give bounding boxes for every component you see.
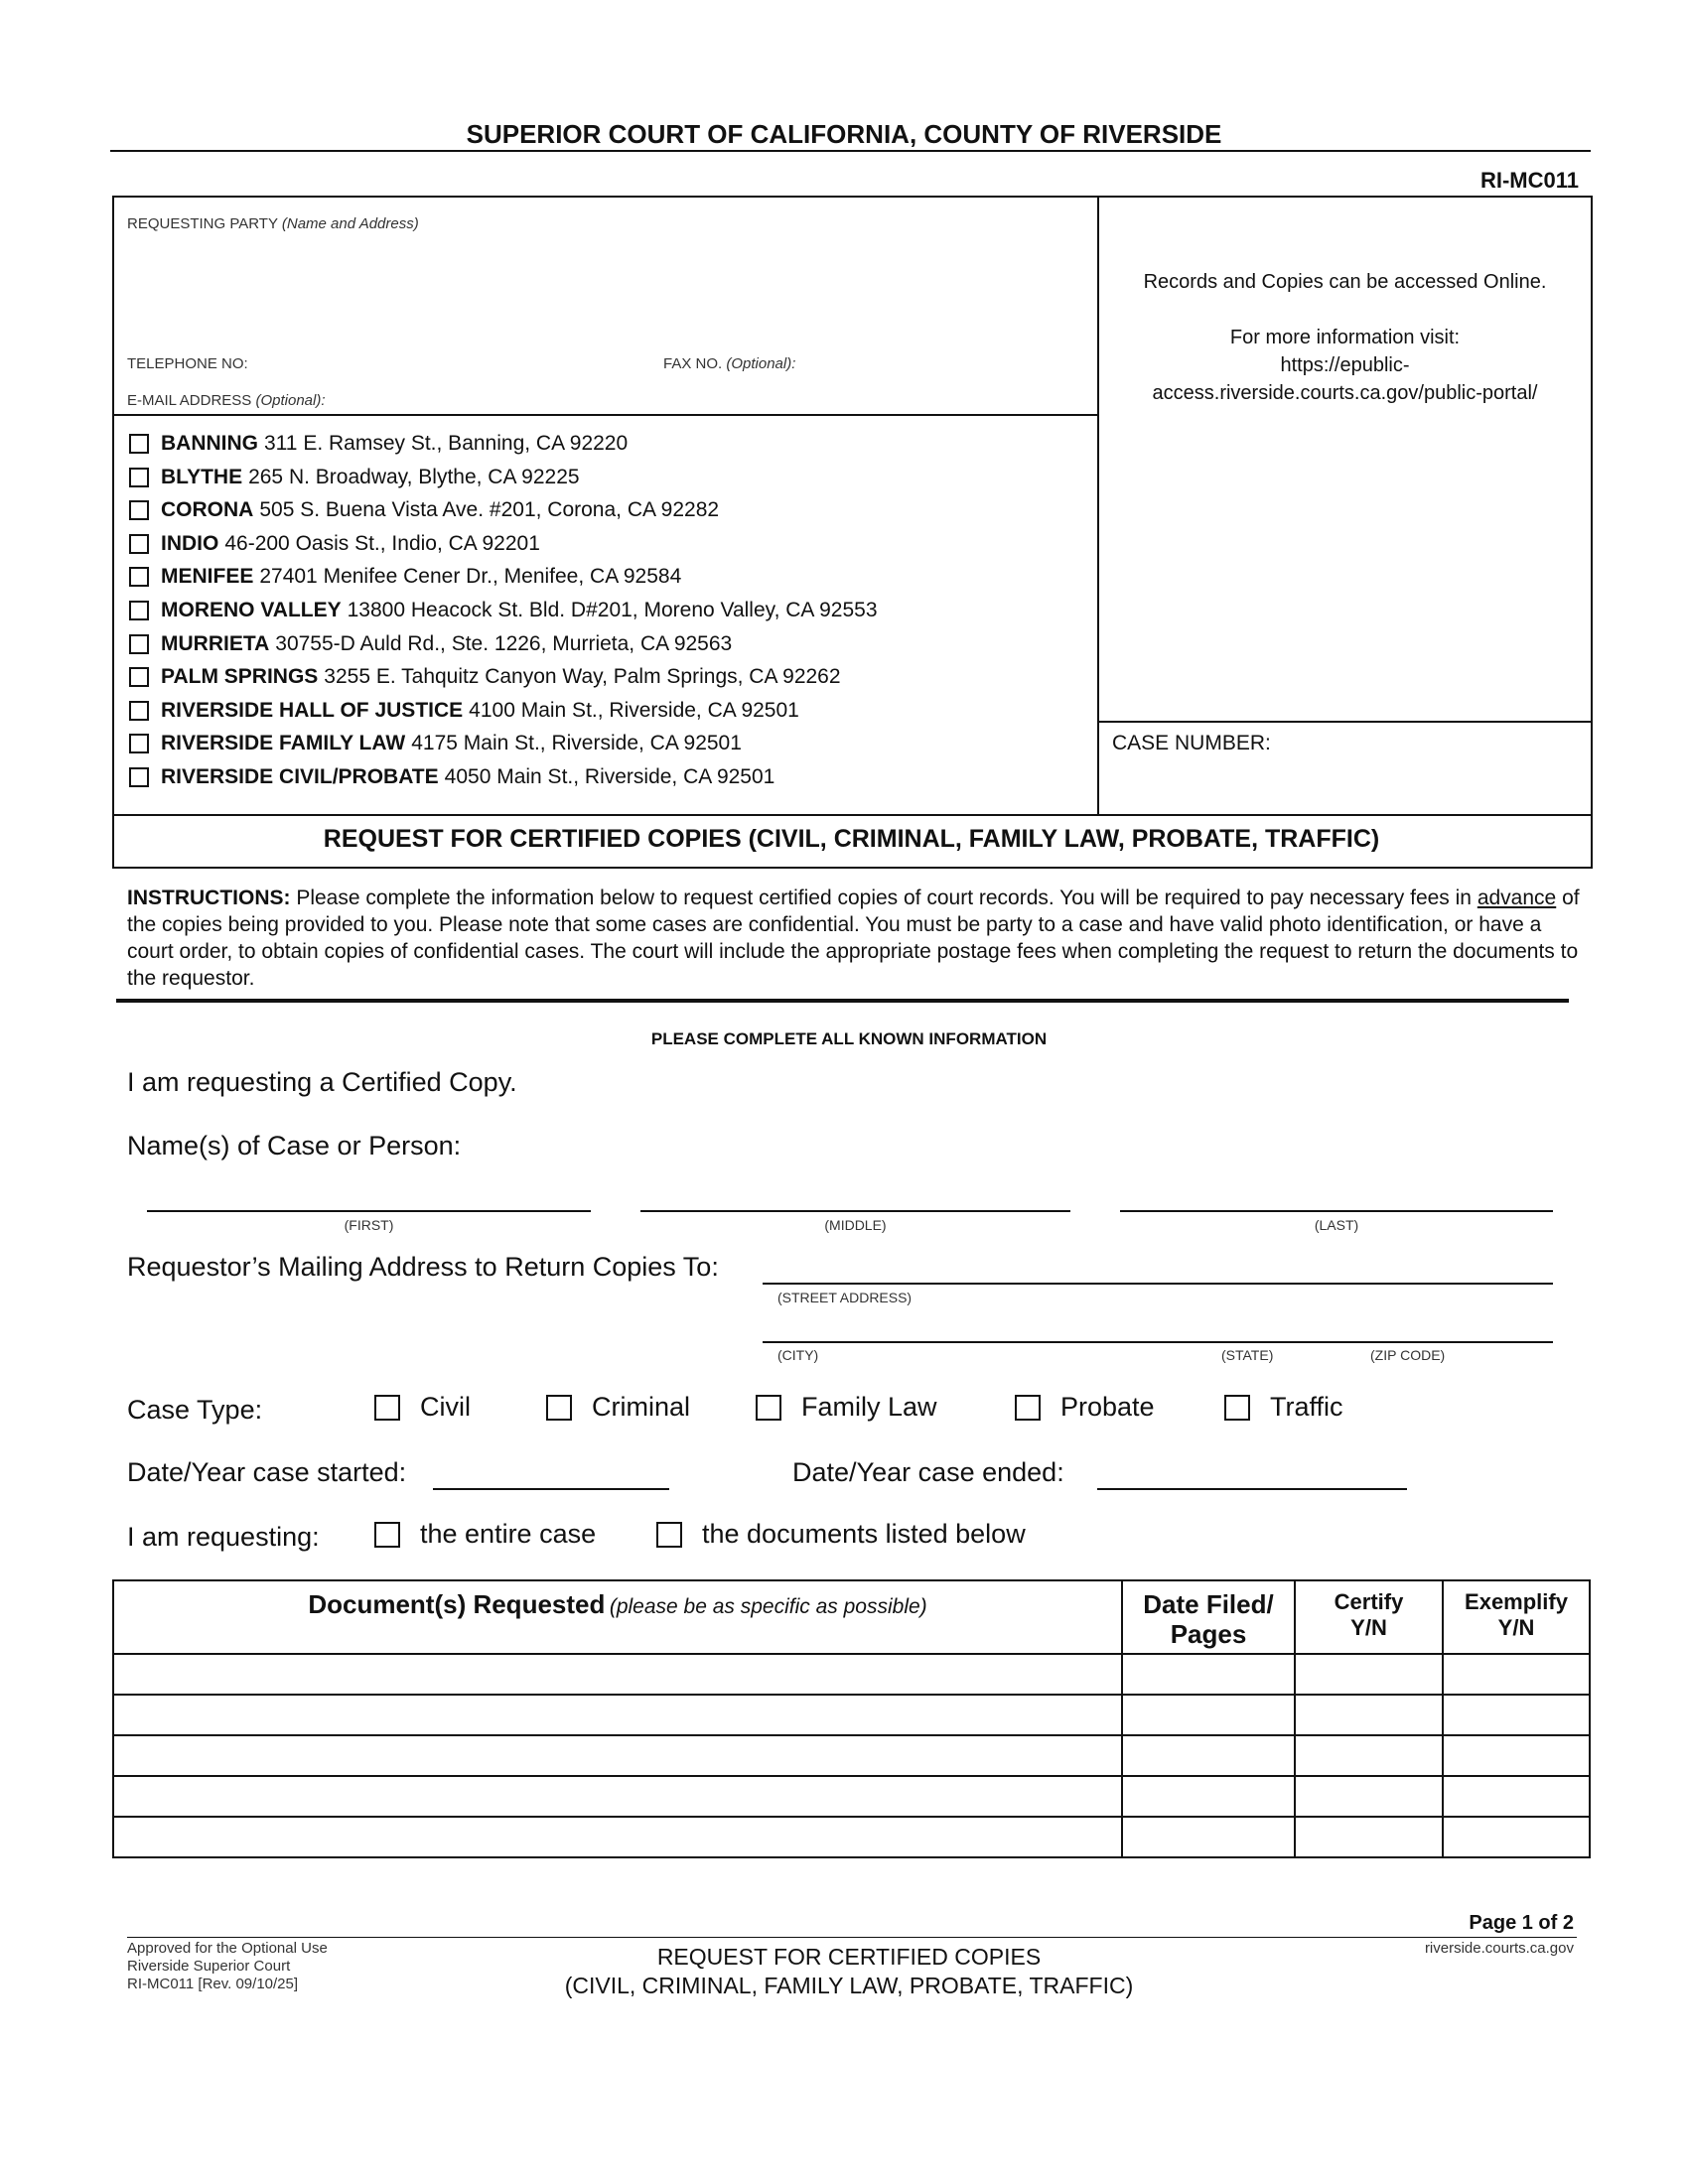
entire-case-label: the entire case	[420, 1519, 597, 1549]
date-ended-line[interactable]	[1097, 1488, 1407, 1490]
footer-rule	[127, 1937, 1577, 1938]
instructions-part1: Please complete the information below to request certified copies of court records. You will be required to pay necessary fees in	[290, 887, 1477, 909]
location-address: 30755-D Auld Rd., Ste. 1226, Murrieta, CA 92563	[275, 631, 733, 655]
location-option[interactable]	[129, 762, 774, 792]
fax-hint: (Optional):	[726, 355, 796, 372]
traffic-checkbox[interactable]	[1224, 1395, 1250, 1421]
footer-title	[447, 1943, 1251, 2000]
location-option[interactable]	[129, 463, 580, 492]
family-law-checkbox[interactable]	[756, 1395, 781, 1421]
location-checkbox[interactable]	[129, 434, 149, 454]
location-option[interactable]	[129, 429, 628, 459]
date-filed-cell[interactable]	[1122, 1776, 1295, 1817]
approved-line1: Approved for the Optional Use	[127, 1940, 328, 1957]
certify-cell[interactable]	[1295, 1817, 1443, 1857]
location-address: 27401 Menifee Cener Dr., Menifee, CA 92584	[259, 565, 682, 589]
location-name: RIVERSIDE HALL OF JUSTICE	[161, 698, 464, 722]
location-name: MURRIETA	[161, 631, 270, 655]
case-number-divider	[1097, 721, 1591, 723]
fax-text: FAX NO.	[663, 355, 723, 372]
email-hint: (Optional):	[255, 392, 326, 409]
probate-checkbox[interactable]	[1015, 1395, 1041, 1421]
location-name: MORENO VALLEY	[161, 599, 342, 621]
email-field[interactable]	[352, 385, 1082, 413]
table-row	[113, 1654, 1590, 1695]
location-checkbox[interactable]	[129, 500, 149, 520]
document-cell[interactable]	[113, 1695, 1122, 1735]
requesting-party-field[interactable]	[127, 238, 1080, 347]
case-type-traffic[interactable]	[1224, 1392, 1343, 1423]
first-name-line[interactable]	[147, 1210, 591, 1212]
state-caption: (STATE)	[1221, 1347, 1274, 1363]
location-checkbox[interactable]	[129, 667, 149, 687]
document-cell[interactable]	[113, 1654, 1122, 1695]
col-date-filed-line2: Pages	[1170, 1619, 1247, 1649]
date-filed-cell[interactable]	[1122, 1735, 1295, 1776]
exemplify-cell[interactable]	[1443, 1695, 1590, 1735]
instructions-label: INSTRUCTIONS:	[127, 887, 291, 909]
case-type-label: Case Type:	[127, 1395, 263, 1425]
location-checkbox[interactable]	[129, 468, 149, 487]
location-checkbox[interactable]	[129, 534, 149, 554]
case-type-family-law[interactable]	[756, 1392, 937, 1423]
online-line2: For more information visit:	[1229, 327, 1461, 348]
location-option[interactable]	[129, 495, 719, 525]
table-row	[113, 1695, 1590, 1735]
request-statement: I am requesting a Certified Copy.	[127, 1067, 517, 1097]
location-name: BLYTHE	[161, 465, 243, 488]
names-label: Name(s) of Case or Person:	[127, 1131, 462, 1160]
date-started-label: Date/Year case started:	[127, 1457, 407, 1487]
location-checkbox[interactable]	[129, 601, 149, 620]
page-indicator: Page 1 of 2	[1469, 1912, 1574, 1934]
col-certify	[1295, 1580, 1443, 1654]
listed-documents-checkbox[interactable]	[656, 1522, 682, 1548]
exemplify-cell[interactable]	[1443, 1817, 1590, 1857]
location-checkbox[interactable]	[129, 634, 149, 654]
certify-cell[interactable]	[1295, 1776, 1443, 1817]
col-exemplify-line1: Exemplify	[1465, 1589, 1568, 1614]
traffic-label: Traffic	[1270, 1392, 1343, 1422]
location-option[interactable]	[129, 629, 732, 659]
documents-table	[112, 1579, 1591, 1858]
location-address: 13800 Heacock St. Bld. D#201, Moreno Valley, CA 92553	[347, 599, 878, 621]
instructions-advance: advance	[1477, 887, 1557, 909]
location-option[interactable]	[129, 596, 878, 625]
middle-caption: (MIDDLE)	[824, 1217, 887, 1233]
location-name: MENIFEE	[161, 565, 254, 589]
date-filed-cell[interactable]	[1122, 1654, 1295, 1695]
location-name: CORONA	[161, 498, 254, 522]
case-type-probate[interactable]	[1015, 1392, 1155, 1423]
civil-checkbox[interactable]	[374, 1395, 400, 1421]
location-option[interactable]	[129, 696, 799, 726]
online-line1: Records and Copies can be accessed Online.	[1143, 271, 1547, 293]
telephone-label: TELEPHONE NO:	[127, 355, 248, 372]
location-name: PALM SPRINGS	[161, 665, 319, 689]
footer-approved	[127, 1940, 328, 1993]
complete-all-notice: PLEASE COMPLETE ALL KNOWN INFORMATION	[650, 1029, 1048, 1048]
case-number-label: CASE NUMBER:	[1112, 732, 1271, 754]
fax-field[interactable]	[814, 349, 1082, 377]
online-url-line2[interactable]: access.riverside.courts.ca.gov/public-portal/	[1152, 382, 1538, 404]
footer-title-line1: REQUEST FOR CERTIFIED COPIES	[656, 1944, 1042, 1970]
location-name: RIVERSIDE CIVIL/PROBATE	[161, 765, 439, 788]
location-address: 46-200 Oasis St., Indio, CA 92201	[224, 531, 540, 555]
date-filed-cell[interactable]	[1122, 1695, 1295, 1735]
middle-name-line[interactable]	[640, 1210, 1070, 1212]
title-divider	[112, 814, 1591, 816]
court-title: SUPERIOR COURT OF CALIFORNIA, COUNTY OF RIVERSIDE	[466, 119, 1222, 149]
location-checkbox[interactable]	[129, 734, 149, 753]
fax-label	[663, 355, 795, 372]
instructions	[127, 885, 1582, 992]
entire-case-checkbox[interactable]	[374, 1522, 400, 1548]
online-url-line1[interactable]: https://epublic-	[1280, 354, 1410, 376]
email-label	[127, 392, 326, 409]
col-certify-line2: Y/N	[1350, 1615, 1387, 1640]
date-filed-cell[interactable]	[1122, 1817, 1295, 1857]
col-date-filed-line1: Date Filed/	[1143, 1589, 1274, 1619]
city-state-zip-line[interactable]	[763, 1341, 1553, 1343]
location-name: BANNING	[161, 432, 258, 455]
first-caption: (FIRST)	[344, 1217, 394, 1233]
exemplify-cell[interactable]	[1443, 1735, 1590, 1776]
zip-caption: (ZIP CODE)	[1370, 1347, 1446, 1363]
certify-cell[interactable]	[1295, 1695, 1443, 1735]
location-address: 311 E. Ramsey St., Banning, CA 92220	[264, 432, 629, 455]
location-option[interactable]	[129, 662, 841, 692]
exemplify-cell[interactable]	[1443, 1776, 1590, 1817]
col-documents-hint: (please be as specific as possible)	[609, 1595, 927, 1618]
location-address: 265 N. Broadway, Blythe, CA 92225	[248, 465, 580, 488]
telephone-field[interactable]	[268, 349, 645, 377]
street-line[interactable]	[763, 1283, 1553, 1285]
location-name: INDIO	[161, 531, 219, 555]
location-address: 4050 Main St., Riverside, CA 92501	[444, 765, 775, 788]
col-exemplify	[1443, 1580, 1590, 1654]
table-row	[113, 1817, 1590, 1857]
location-name: RIVERSIDE FAMILY LAW	[161, 732, 406, 755]
online-info	[1099, 268, 1591, 407]
location-option[interactable]	[129, 529, 540, 559]
document-cell[interactable]	[113, 1776, 1122, 1817]
date-started-line[interactable]	[433, 1488, 669, 1490]
requesting-party-text: REQUESTING PARTY	[127, 215, 278, 232]
date-ended-label: Date/Year case ended:	[792, 1457, 1064, 1487]
col-date-filed	[1122, 1580, 1295, 1654]
footer-title-line2: (CIVIL, CRIMINAL, FAMILY LAW, PROBATE, TRAFFIC)	[564, 1973, 1134, 1998]
col-exemplify-line2: Y/N	[1497, 1615, 1535, 1640]
form-id: RI-MC011	[1479, 168, 1579, 193]
approved-line3: RI-MC011 [Rev. 09/10/25]	[127, 1976, 299, 1992]
location-address: 505 S. Buena Vista Ave. #201, Corona, CA 92282	[259, 498, 720, 522]
requesting-entire-case[interactable]	[374, 1519, 596, 1550]
location-address: 3255 E. Tahquitz Canyon Way, Palm Springs, CA 92262	[324, 665, 841, 689]
location-address: 4175 Main St., Riverside, CA 92501	[411, 732, 742, 755]
documents-table-header	[113, 1580, 1590, 1654]
form-title: REQUEST FOR CERTIFIED COPIES (CIVIL, CRIMINAL, FAMILY LAW, PROBATE, TRAFFIC)	[323, 825, 1380, 853]
email-text: E-MAIL ADDRESS	[127, 392, 252, 409]
requesting-party-label	[127, 215, 419, 232]
location-checkbox[interactable]	[129, 767, 149, 787]
footer-website[interactable]: riverside.courts.ca.gov	[1424, 1940, 1574, 1957]
location-option[interactable]	[129, 562, 681, 592]
case-number-field[interactable]	[1281, 730, 1579, 799]
col-documents	[113, 1580, 1122, 1654]
location-checkbox[interactable]	[129, 567, 149, 587]
certify-cell[interactable]	[1295, 1735, 1443, 1776]
requesting-party-hint: (Name and Address)	[281, 215, 419, 232]
party-bottom-divider	[112, 414, 1099, 416]
case-type-criminal[interactable]	[546, 1392, 690, 1423]
criminal-checkbox[interactable]	[546, 1395, 572, 1421]
location-checkbox[interactable]	[129, 701, 149, 721]
listed-documents-label: the documents listed below	[702, 1519, 1026, 1549]
exemplify-cell[interactable]	[1443, 1654, 1590, 1695]
document-cell[interactable]	[113, 1817, 1122, 1857]
table-row	[113, 1735, 1590, 1776]
last-caption: (LAST)	[1314, 1217, 1359, 1233]
case-type-civil[interactable]	[374, 1392, 471, 1423]
header-rule	[110, 150, 1591, 152]
criminal-label: Criminal	[592, 1392, 691, 1422]
location-address: 4100 Main St., Riverside, CA 92501	[469, 698, 799, 722]
family-law-label: Family Law	[801, 1392, 937, 1422]
instructions-part2: of the copies being provided to you. Please note that some cases are confidential. You must be party to a case and have valid photo identification, or have a court order, to obtain copies of confidential cases. The court will include the appropriate postage fees when completing the request to return the documents to the requestor.	[127, 887, 1580, 990]
probate-label: Probate	[1060, 1392, 1155, 1422]
requesting-label: I am requesting:	[127, 1522, 320, 1552]
mailing-label: Requestor’s Mailing Address to Return Copies To:	[127, 1252, 719, 1282]
document-cell[interactable]	[113, 1735, 1122, 1776]
approved-line2: Riverside Superior Court	[127, 1958, 291, 1975]
location-option[interactable]	[129, 729, 742, 758]
street-caption: (STREET ADDRESS)	[777, 1290, 913, 1305]
instructions-rule	[116, 999, 1569, 1003]
requesting-listed-documents[interactable]	[656, 1519, 1026, 1550]
col-certify-line1: Certify	[1334, 1589, 1404, 1614]
city-caption: (CITY)	[777, 1347, 819, 1363]
col-documents-title: Document(s) Requested	[308, 1589, 606, 1619]
last-name-line[interactable]	[1120, 1210, 1553, 1212]
civil-label: Civil	[420, 1392, 471, 1422]
certify-cell[interactable]	[1295, 1654, 1443, 1695]
table-row	[113, 1776, 1590, 1817]
